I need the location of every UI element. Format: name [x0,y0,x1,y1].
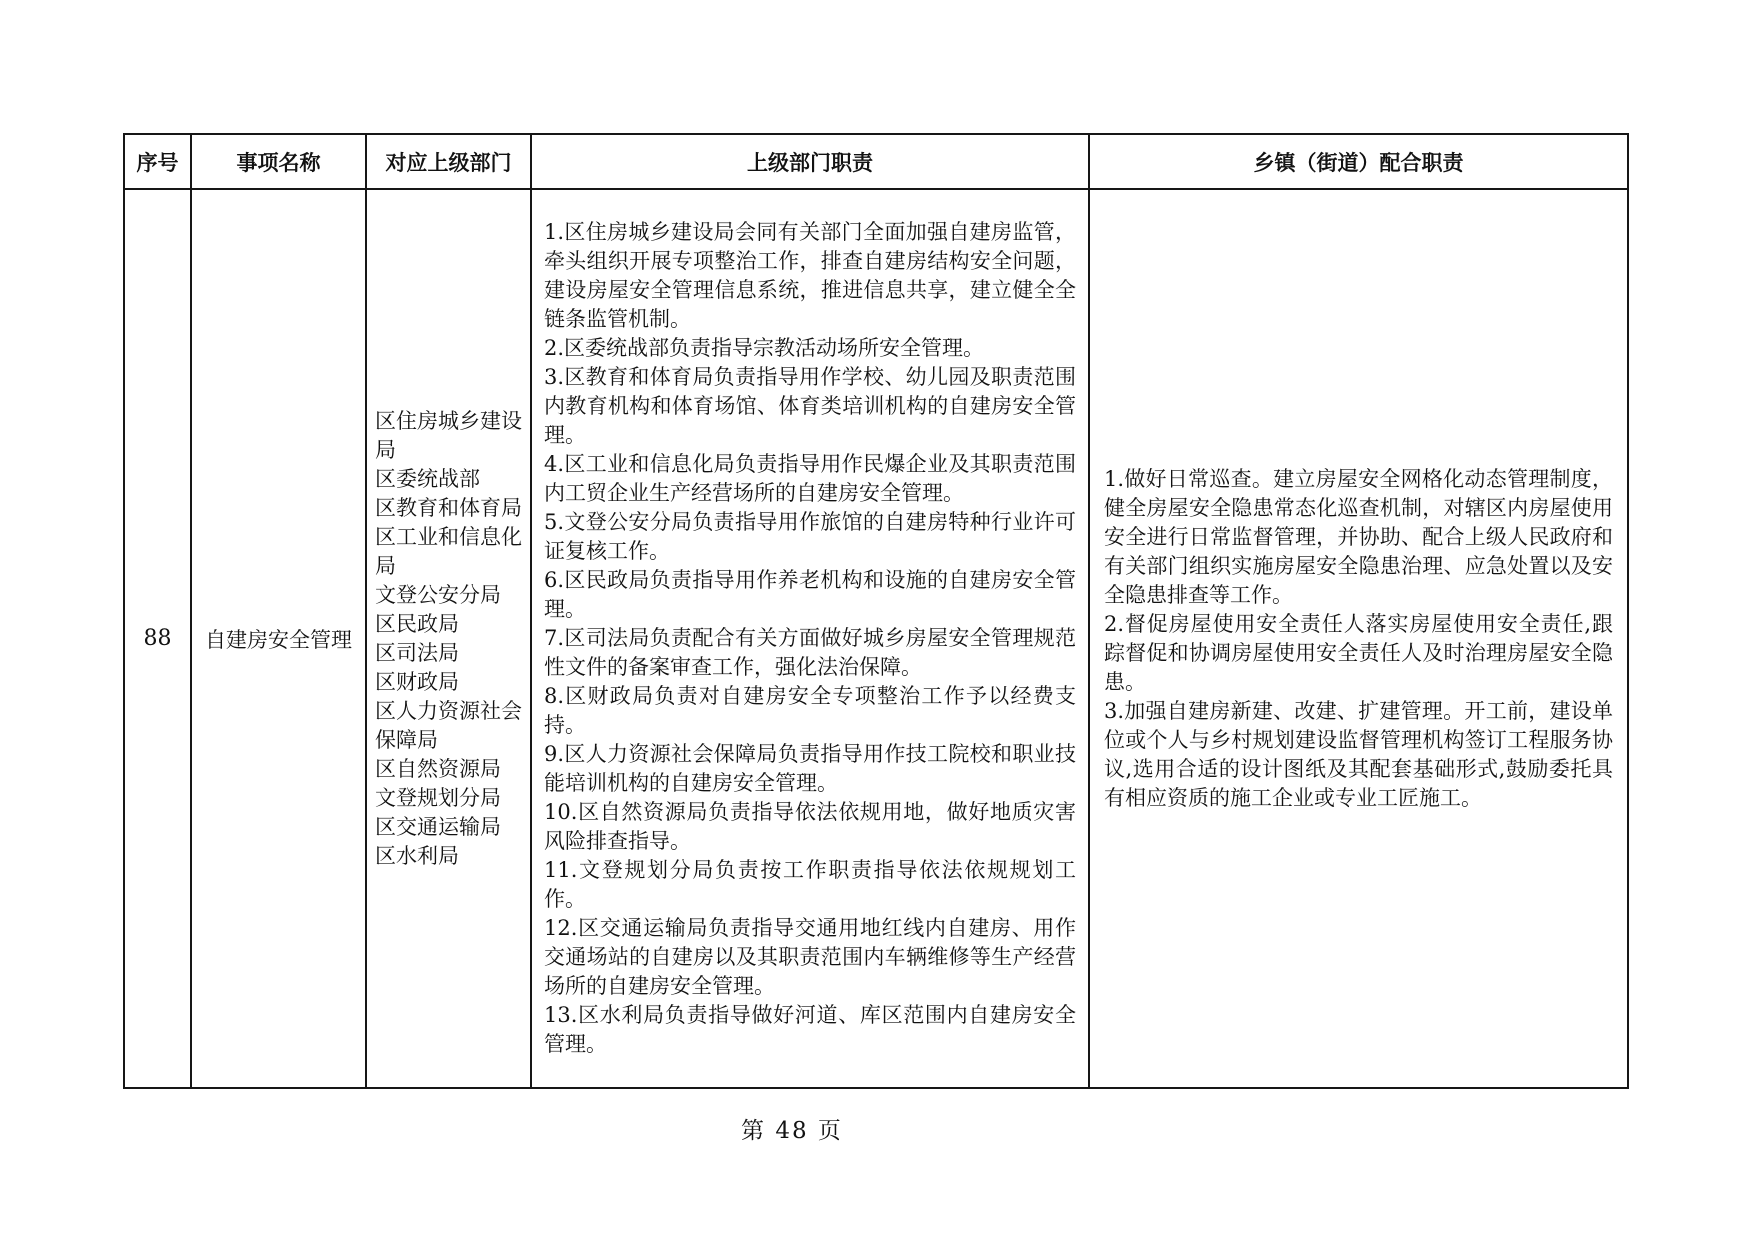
superior-duty-item: 9.区人力资源社会保障局负责指导用作技工院校和职业技能培训机构的自建房安全管理。 [544,742,1076,795]
department-item: 文登规划分局 [375,785,501,810]
superior-duty-list [544,218,1076,1059]
department-item: 区财政局 [375,669,459,694]
department-item: 区水利局 [375,843,459,868]
header-superior-department: 对应上级部门 [366,134,531,189]
department-item: 区人力资源社会保障局 [375,698,522,752]
superior-duty-item: 2.区委统战部负责指导宗教活动场所安全管理。 [544,336,985,360]
header-superior-duties: 上级部门职责 [531,134,1089,189]
department-list [375,407,522,871]
township-duty-list [1104,465,1613,813]
duties-table [123,133,1629,1089]
superior-duty-item: 10.区自然资源局负责指导依法依规用地，做好地质灾害风险排查指导。 [544,800,1076,853]
superior-duty-item: 7.区司法局负责配合有关方面做好城乡房屋安全管理规范性文件的备案审查工作，强化法治保障。 [544,626,1076,679]
township-duty-item: 2.督促房屋使用安全责任人落实房屋使用安全责任,跟踪督促和协调房屋使用安全责任人及时治理房屋安全隐患。 [1104,611,1613,694]
department-item: 文登公安分局 [375,582,501,607]
page-number: 第 48 页 [741,1118,843,1144]
superior-duty-item: 4.区工业和信息化局负责指导用作民爆企业及其职责范围内工贸企业生产经营场所的自建房安全管理。 [544,452,1076,505]
department-item: 区自然资源局 [375,756,501,781]
superior-duty-item: 8.区财政局负责对自建房安全专项整治工作予以经费支持。 [544,684,1076,737]
cell-item-name: 自建房安全管理 [191,189,366,1088]
table-row [124,189,1628,1088]
superior-duty-item: 13.区水利局负责指导做好河道、库区范围内自建房安全管理。 [544,1003,1076,1056]
cell-township-duties [1089,189,1628,1088]
township-duty-item: 3.加强自建房新建、改建、扩建管理。开工前，建设单位或个人与乡村规划建设监督管理机构签订工程服务协议,选用合适的设计图纸及其配套基础形式,鼓励委托具有相应资质的施工企业或专业工匠施工。 [1104,698,1613,810]
superior-duty-item: 3.区教育和体育局负责指导用作学校、幼儿园及职责范围内教育机构和体育场馆、体育类培训机构的自建房安全管理。 [544,365,1076,447]
header-township-duties: 乡镇（街道）配合职责 [1089,134,1628,189]
superior-duty-item: 11.文登规划分局负责按工作职责指导依法依规规划工作。 [544,858,1076,911]
cell-serial-number: 88 [124,189,191,1088]
department-item: 区工业和信息化局 [375,524,522,578]
header-item-name: 事项名称 [191,134,366,189]
superior-duty-item: 12.区交通运输局负责指导交通用地红线内自建房、用作交通场站的自建房以及其职责范围内车辆维修等生产经营场所的自建房安全管理。 [544,916,1076,998]
superior-duty-item: 5.文登公安分局负责指导用作旅馆的自建房特种行业许可证复核工作。 [544,510,1076,563]
superior-duty-item: 6.区民政局负责指导用作养老机构和设施的自建房安全管理。 [544,568,1076,621]
header-serial-number: 序号 [124,134,191,189]
department-item: 区委统战部 [375,466,480,491]
cell-superior-duties [531,189,1089,1088]
department-item: 区民政局 [375,611,459,636]
table-header [124,134,1628,189]
township-duty-item: 1.做好日常巡查。建立房屋安全网格化动态管理制度，健全房屋安全隐患常态化巡查机制，对辖区内房屋使用安全进行日常监督管理，并协助、配合上级人民政府和有关部门组织实施房屋安全隐患治理、应急处置以及安全隐患排查等工作。 [1104,466,1613,607]
department-item: 区交通运输局 [375,814,501,839]
department-item: 区住房城乡建设局 [375,408,522,462]
cell-departments [366,189,531,1088]
header-row [124,134,1628,189]
department-item: 区司法局 [375,640,459,665]
table-body [124,189,1628,1088]
superior-duty-item: 1.区住房城乡建设局会同有关部门全面加强自建房监管，牵头组织开展专项整治工作，排查自建房结构安全问题，建设房屋安全管理信息系统，推进信息共享，建立健全全链条监管机制。 [544,220,1076,331]
department-item: 区教育和体育局 [375,495,522,520]
